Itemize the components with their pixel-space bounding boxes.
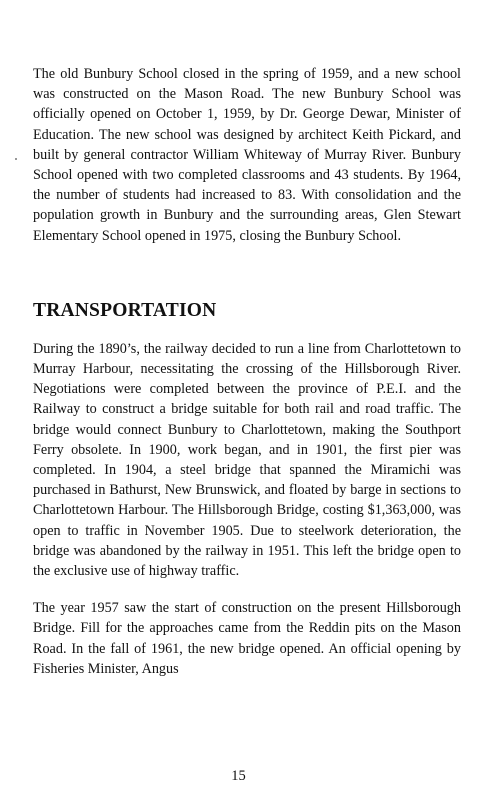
page-body: [33, 64, 461, 679]
section-heading-transportation: TRANSPORTATION: [33, 299, 217, 321]
paragraph-bunbury-school: The old Bunbury School closed in the spring of 1959, and a new school was constructed on the Mason Road. The new Bunbury School was officially opened on October 1, 1959, by Dr. George Dewar, Minister of Education. The new school was designed by architect Keith Pickard, and built by general contractor William Whiteway of Murray River. Bunbury School opened with two completed classrooms and 43 students. By 1964, the number of students had increased to 83. With consolidation and the population growth in Bunbury and the surrounding areas, Glen Stewart Elementary School opened in 1975, closing the Bunbury School.: [33, 66, 461, 244]
paragraph-hillsborough-bridge-1957: The year 1957 saw the start of construction on the present Hillsborough Bridge. Fill for the approaches came from the Reddin pits on the Mason Road. In the fall of 1961, the new bridge opened. An official opening by Fisheries Minister, Angus: [33, 600, 461, 677]
page-number: 15: [231, 768, 246, 784]
paragraph-railway-bridge: During the 1890’s, the railway decided to run a line from Charlottetown to Murray Harbour, necessitating the crossing of the Hillsborough River. Negotiations were completed between the province of P.E.I. and the Railway to construct a bridge suitable for both rail and road traffic. The bridge would connect Bunbury to Charlottetown, making the Southport Ferry obsolete. In 1900, work began, and in 1901, the first pier was completed. In 1904, a steel bridge that spanned the Miramichi was purchased in Bathurst, New Brunswick, and floated by barge in sections to Charlottetown Harbour. The Hillsborough Bridge, costing $1,363,000, was open to traffic in November 1905. Due to steelwork deterioration, the bridge was abandoned by the railway in 1951. This left the bridge open to the exclusive use of highway traffic.: [33, 340, 461, 580]
scan-speck: [15, 158, 17, 160]
